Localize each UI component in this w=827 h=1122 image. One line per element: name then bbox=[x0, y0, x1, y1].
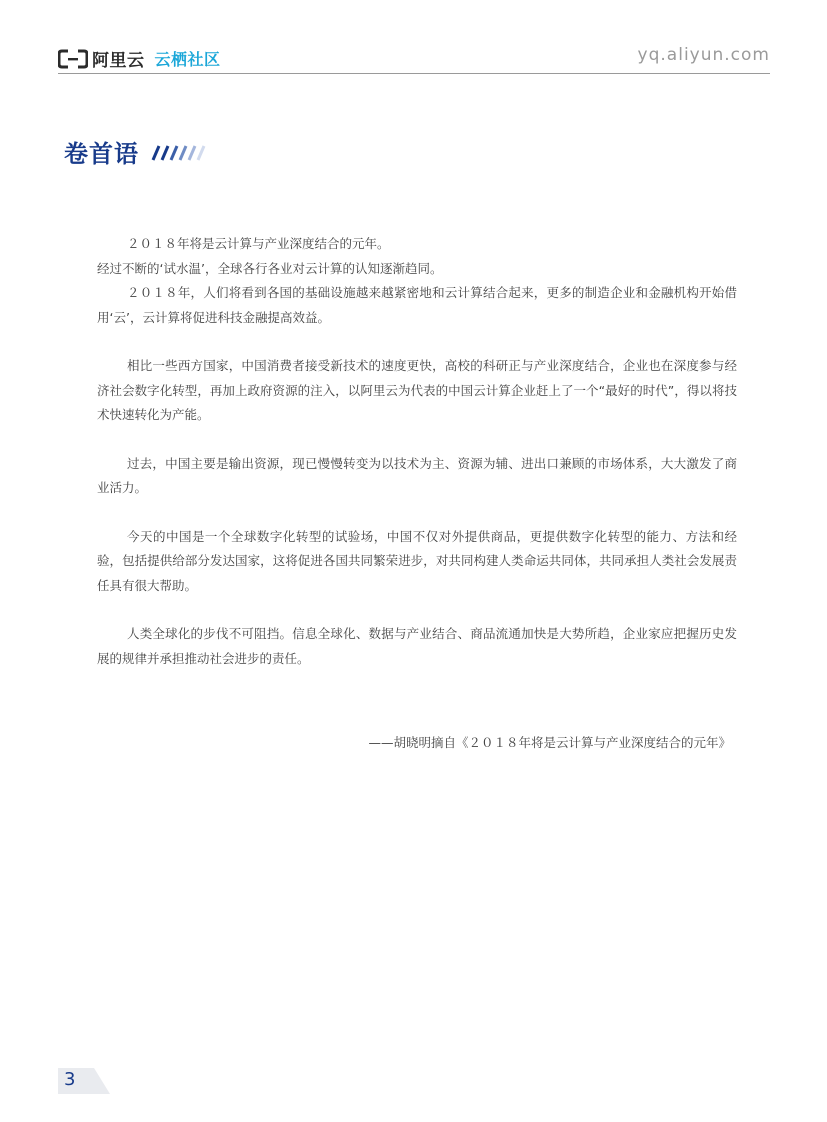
community-name: 云栖社区 bbox=[154, 50, 221, 69]
paragraph: 今天的中国是一个全球数字化转型的试验场，中国不仅对外提供商品，更提供数字化转型的能力、方法和经验，包括提供给部分发达国家，这将促进各国共同繁荣进步，对共同构建人类命运共同体，共同承担人类社会发展责任具有很大帮助。 bbox=[97, 528, 737, 593]
paragraph: ２０１８年，人们将看到各国的基础设施越来越紧密地和云计算结合起来，更多的制造企业和金融机构开始借用‘云’，云计算将促进科技金融提高效益。 bbox=[97, 285, 737, 325]
header-divider bbox=[58, 73, 770, 74]
section-title: 卷首语 bbox=[64, 140, 139, 168]
page-header bbox=[58, 44, 770, 74]
aliyun-logo-icon bbox=[58, 49, 88, 69]
paragraph: 过去，中国主要是输出资源，现已慢慢转变为以技术为主、资源为辅、进出口兼顾的市场体系，大大激发了商业活力。 bbox=[97, 455, 737, 495]
paragraph: 人类全球化的步伐不可阻挡。信息全球化、数据与产业结合、商品流通加快是大势所趋，企业家应把握历史发展的规律并承担推动社会进步的责任。 bbox=[97, 626, 737, 666]
site-url-link[interactable]: yq.aliyun.com bbox=[637, 45, 770, 65]
attribution: ——胡晓明摘自《２０１８年将是云计算与产业深度结合的元年》 bbox=[368, 735, 731, 750]
paragraph: ２０１８年将是云计算与产业深度结合的元年。 bbox=[127, 236, 390, 251]
aliyun-logo[interactable] bbox=[58, 46, 221, 71]
page-number: 3 bbox=[64, 1069, 76, 1090]
brand-name: 阿里云 bbox=[92, 51, 145, 71]
article-body bbox=[97, 232, 737, 671]
decorative-slashes-icon bbox=[147, 142, 211, 162]
paragraph: 相比一些西方国家，中国消费者接受新技术的速度更快，高校的科研正与产业深度结合，企业也在深度参与经济社会数字化转型，再加上政府资源的注入，以阿里云为代表的中国云计算企业赶上了一个“最好的时代”，得以将技术快速转化为产能。 bbox=[97, 358, 737, 422]
section-heading bbox=[64, 134, 211, 169]
paragraph: 经过不断的‘试水温’，全球各行各业对云计算的认知逐渐趋同。 bbox=[97, 260, 443, 276]
